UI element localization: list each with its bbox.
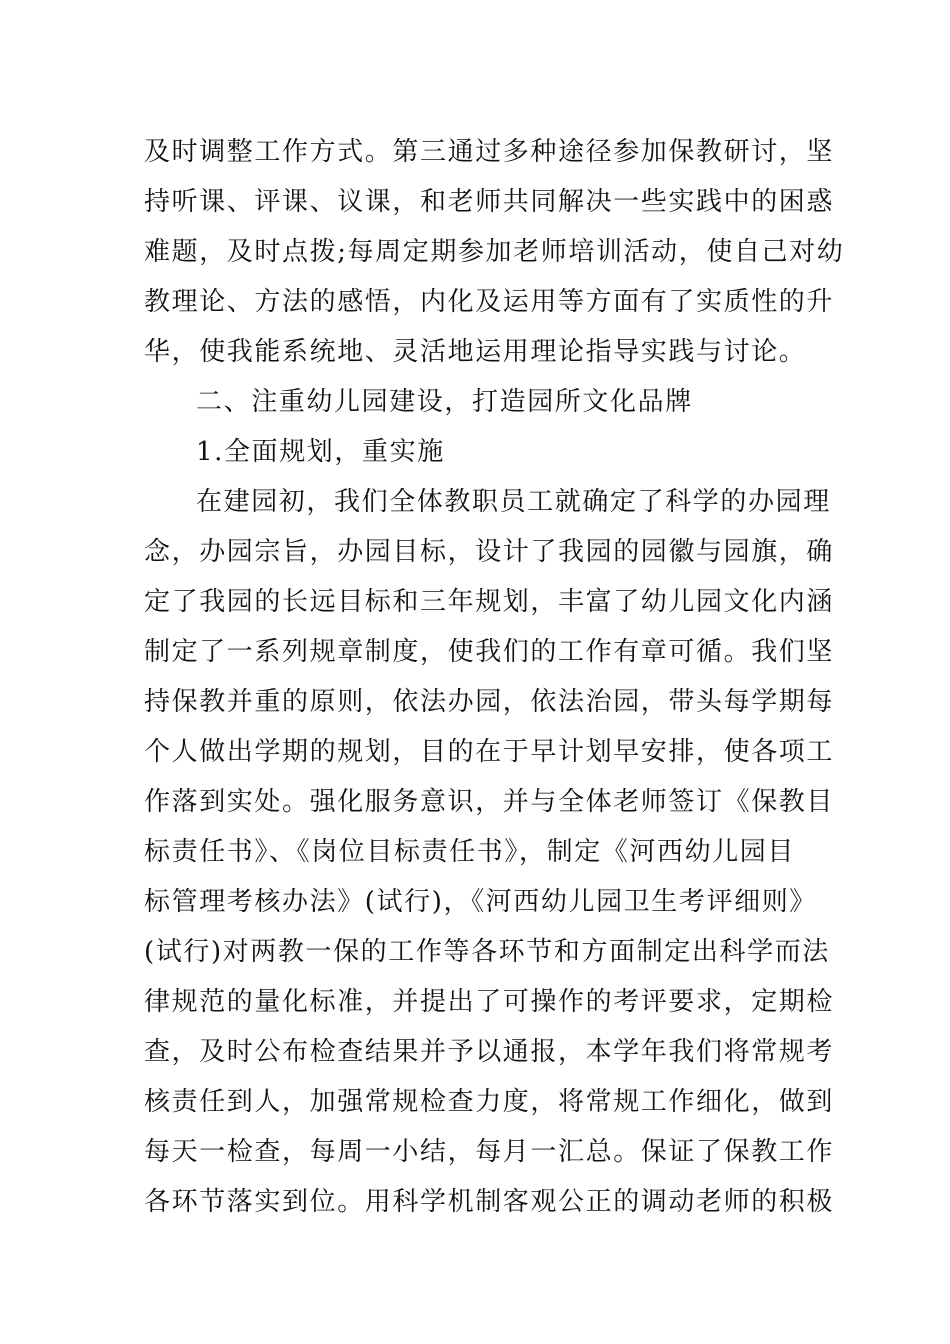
text-line: 及时调整工作方式。第三通过多种途径参加保教研讨，坚 — [144, 137, 835, 167]
text-line: 律规范的量化标准，并提出了可操作的考评要求，定期检 — [144, 987, 835, 1017]
text-line: 查，及时公布检查结果并予以通报，本学年我们将常规考 — [144, 1037, 835, 1067]
text-line: 各环节落实到位。用科学机制客观公正的调动老师的积极 — [144, 1187, 835, 1217]
text-line: 制定了一系列规章制度，使我们的工作有章可循。我们坚 — [144, 637, 835, 667]
text-line: 念，办园宗旨，办园目标，设计了我园的园徽与园旗，确 — [144, 537, 835, 567]
subsection-heading: 1.全面规划，重实施 — [196, 437, 445, 467]
text-line: 持听课、评课、议课，和老师共同解决一些实践中的困惑 — [144, 187, 835, 217]
text-line: 持保教并重的原则，依法办园，依法治园，带头每学期每 — [144, 687, 835, 717]
text-line: 核责任到人，加强常规检查力度，将常规工作细化，做到 — [144, 1087, 835, 1117]
text-line: 每天一检查，每周一小结，每月一汇总。保证了保教工作 — [144, 1137, 835, 1167]
text-line: 在建园初，我们全体教职员工就确定了科学的办园理 — [196, 487, 831, 517]
text-line: (试行)对两教一保的工作等各环节和方面制定出科学而法 — [144, 937, 830, 967]
text-line: 标责任书》、《岗位目标责任书》，制定《河西幼儿园目 — [144, 837, 796, 867]
text-line: 华，使我能系统地、灵活地运用理论指导实践与讨论。 — [144, 337, 807, 367]
text-line: 教理论、方法的感悟，内化及运用等方面有了实质性的升 — [144, 287, 835, 317]
text-line: 定了我园的长远目标和三年规划，丰富了幼儿园文化内涵 — [144, 587, 835, 617]
text-line: 标管理考核办法》(试行)，《河西幼儿园卫生考评细则》 — [144, 887, 817, 917]
text-line: 难题，及时点拨;每周定期参加老师培训活动，使自己对幼 — [144, 237, 845, 267]
section-heading: 二、注重幼儿园建设，打造园所文化品牌 — [196, 387, 693, 417]
text-line: 作落到实处。强化服务意识，并与全体老师签订《保教目 — [144, 787, 835, 817]
text-line: 个人做出学期的规划，目的在于早计划早安排，使各项工 — [144, 737, 835, 767]
